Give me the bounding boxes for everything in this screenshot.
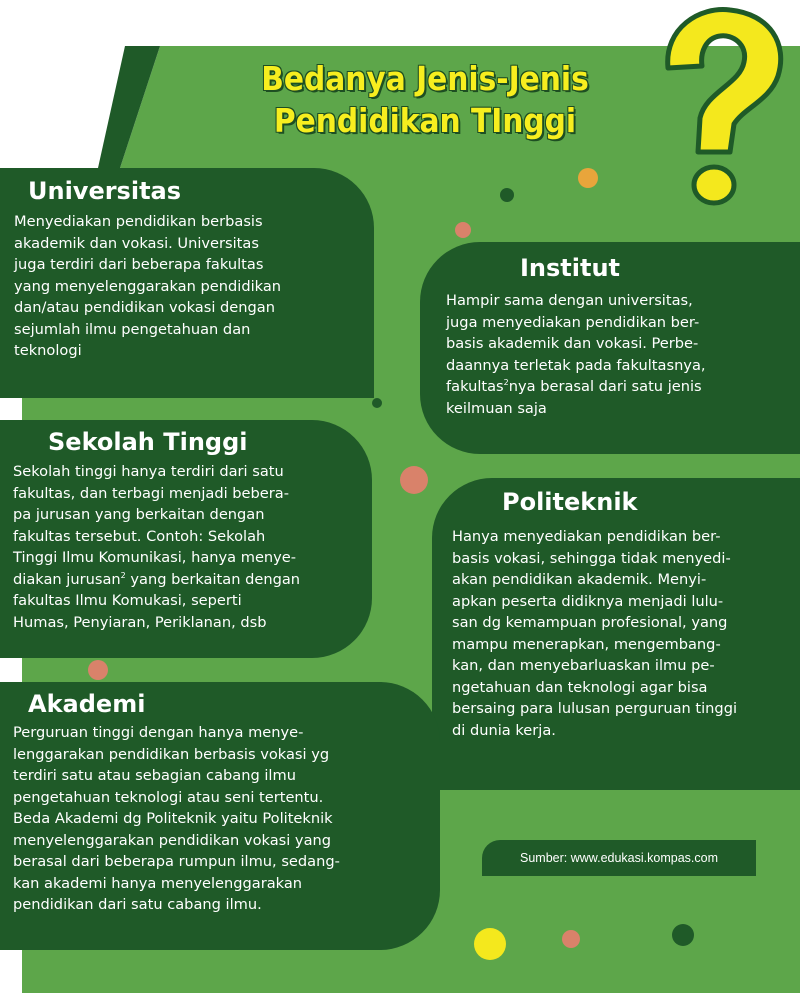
superscript: 2	[503, 378, 509, 388]
text-line: juga menyediakan pendidikan ber-	[446, 313, 700, 331]
source-credit: Sumber: www.edukasi.kompas.com	[482, 840, 756, 876]
text-line: kan, dan menyebarluaskan ilmu pe-	[452, 657, 715, 674]
card-sekolah-tinggi-text	[13, 461, 368, 633]
text-line: sejumlah ilmu pengetahuan dan	[14, 320, 251, 338]
decor-dot-salmon	[562, 930, 580, 948]
text-line: fakultas, dan terbagi menjadi bebera-	[13, 484, 289, 502]
text-fragment: yang berkaitan dengan	[125, 570, 301, 588]
card-sekolah-tinggi	[0, 420, 372, 658]
text-line: Sekolah tinggi hanya terdiri dari satu	[13, 463, 284, 480]
decor-dot-orange	[578, 168, 598, 188]
card-akademi-text	[13, 722, 433, 916]
card-politeknik	[432, 478, 800, 790]
text-fragment: diakan jurusan	[13, 570, 121, 588]
text-line: Hampir sama dengan universitas,	[446, 292, 693, 309]
card-institut	[420, 242, 800, 454]
card-universitas	[0, 168, 374, 398]
card-politeknik-text	[452, 526, 797, 741]
text-line: pengetahuan teknologi atau seni tertentu.	[13, 788, 324, 806]
text-line: Menyediakan pendidikan berbasis	[14, 213, 263, 230]
text-line: terdiri satu atau sebagian cabang ilmu	[13, 767, 296, 784]
text-line: Tinggi Ilmu Komunikasi, hanya menye-	[13, 549, 297, 566]
text-line: yang menyelenggarakan pendidikan	[14, 277, 282, 295]
text-line: basis akademik dan vokasi. Perbe-	[446, 335, 699, 352]
decor-dot-green	[500, 188, 514, 202]
text-line: basis vokasi, sehingga tidak menyedi-	[452, 549, 731, 567]
decor-dot-salmon	[455, 222, 471, 238]
text-line: akan pendidikan akademik. Menyi-	[452, 571, 707, 588]
text-line: berasal dari beberapa rumpun ilmu, sedang-	[13, 853, 340, 870]
text-line: apkan peserta didiknya menjadi lulu-	[452, 592, 724, 610]
text-fragment: nya berasal dari satu jenis	[508, 378, 702, 395]
text-line: dan/atau pendidikan vokasi dengan	[14, 299, 275, 316]
title-line-2: Pendidikan TInggi	[273, 101, 577, 140]
text-line: bersaing para lulusan perguruan tinggi	[452, 700, 738, 717]
text-line: pendidikan dari satu cabang ilmu.	[13, 896, 262, 913]
text-line: fakultas Ilmu Komukasi, seperti	[13, 592, 242, 609]
text-line: san dg kemampuan profesional, yang	[452, 614, 728, 631]
text-line: di dunia kerja.	[452, 721, 556, 739]
text-line: pa jurusan yang berkaitan dengan	[13, 506, 265, 523]
page-title	[225, 58, 625, 142]
text-line: Perguruan tinggi dengan hanya menye-	[13, 724, 304, 741]
text-line: Humas, Penyiaran, Periklanan, dsb	[13, 613, 267, 631]
text-line: Beda Akademi dg Politeknik yaitu Politeknik	[13, 810, 333, 827]
card-institut-heading: Institut	[520, 254, 621, 282]
title-line-1: Bedanya Jenis-Jenis	[261, 59, 589, 98]
text-line: fakultas tersebut. Contoh: Sekolah	[13, 527, 266, 545]
text-line: daannya terletak pada fakultasnya,	[446, 356, 706, 374]
text-line: Hanya menyediakan pendidikan ber-	[452, 528, 721, 545]
decor-dot-salmon	[88, 660, 108, 680]
decor-dot-green	[672, 924, 694, 946]
decor-dot-yellow	[474, 928, 506, 960]
card-sekolah-tinggi-heading: Sekolah Tinggi	[48, 428, 248, 456]
superscript: 2	[120, 570, 126, 580]
text-line: menyelenggarakan pendidikan vokasi yang	[13, 831, 332, 849]
card-akademi-heading: Akademi	[28, 690, 146, 718]
card-universitas-heading: Universitas	[28, 177, 182, 205]
text-line: lenggarakan pendidikan berbasis vokasi yg	[13, 745, 330, 763]
text-fragment: fakultas	[446, 378, 504, 395]
text-line: akademik dan vokasi. Universitas	[14, 234, 259, 252]
text-line: kan akademi hanya menyelenggarakan	[13, 874, 303, 892]
card-institut-text	[446, 290, 796, 419]
decor-dot-green	[372, 398, 382, 408]
card-universitas-text	[14, 211, 364, 362]
card-akademi	[0, 682, 440, 950]
card-politeknik-heading: Politeknik	[502, 488, 638, 516]
text-line: juga terdiri dari beberapa fakultas	[14, 256, 264, 273]
text-line: keilmuan saja	[446, 399, 547, 417]
decor-dot-salmon	[400, 466, 428, 494]
question-mark-icon	[620, 0, 800, 220]
text-line: mampu menerapkan, mengembang-	[452, 635, 721, 653]
text-line: ngetahuan dan teknologi agar bisa	[452, 678, 708, 696]
text-line: teknologi	[14, 342, 82, 359]
